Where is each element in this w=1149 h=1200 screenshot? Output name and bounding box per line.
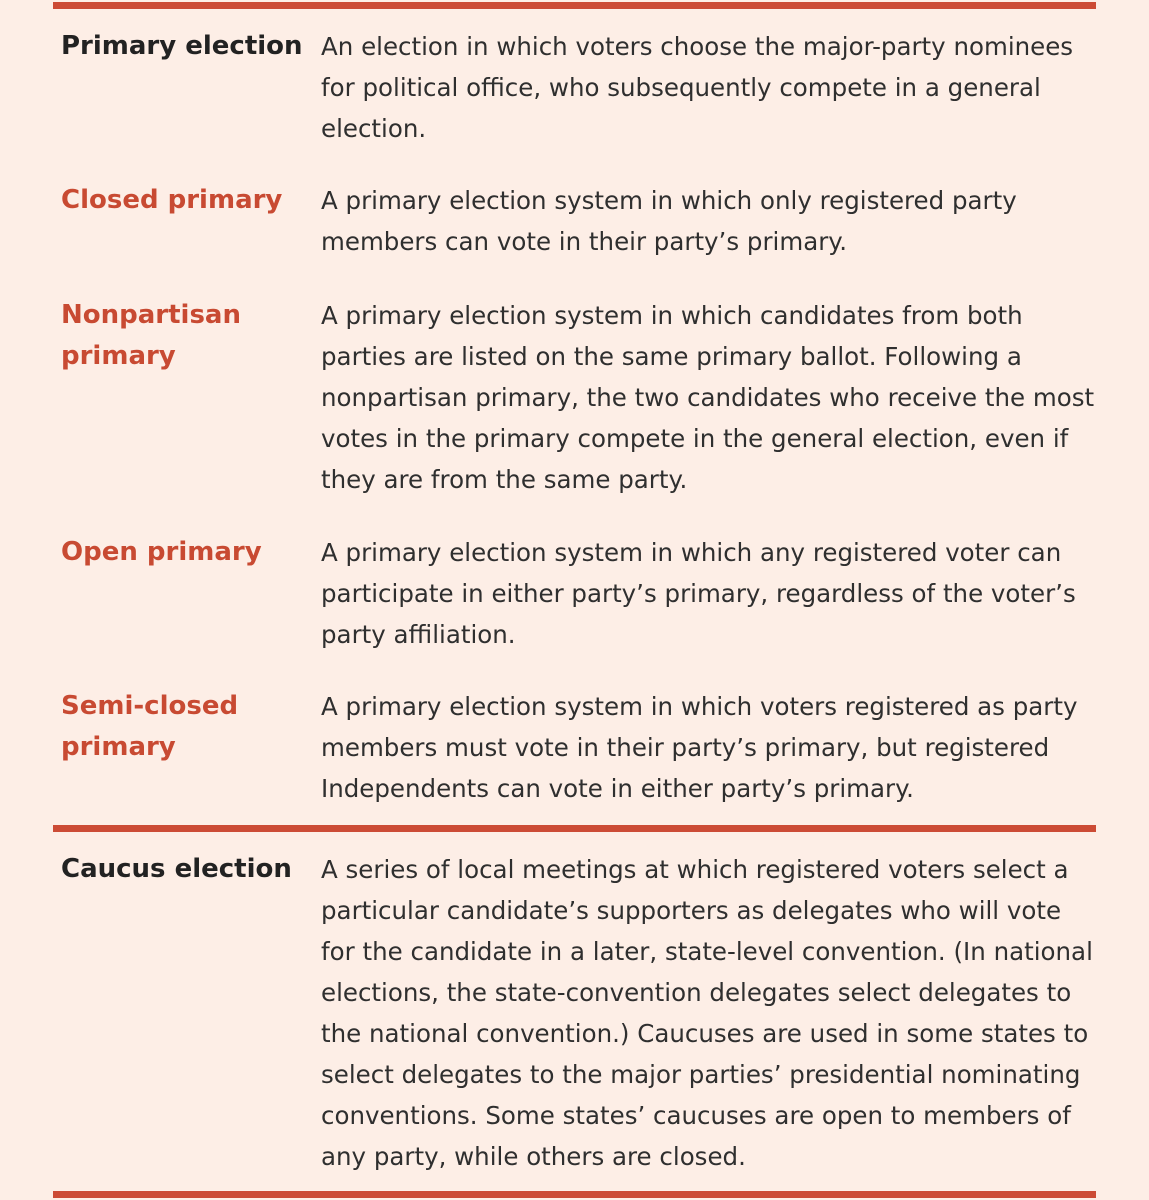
definition-closed-primary: A primary election system in which only registered party members can vote in their party’s primary.: [321, 186, 1017, 256]
definition-semi-closed-primary: A primary election system in which voters registered as party members must vote in their party’s primary, but registered Independents can vote in either party’s primary.: [321, 692, 1078, 803]
bottom-divider: [53, 1191, 1096, 1198]
definition-primary-election: An election in which voters choose the major-party nominees for political office, who subsequently compete in a general election.: [321, 32, 1074, 143]
term-caucus-election: Caucus election: [61, 854, 292, 884]
term-closed-primary: Closed primary: [61, 185, 283, 215]
term-open-primary: Open primary: [61, 537, 262, 567]
definition-caucus-election: A series of local meetings at which registered voters select a particular candidate’s supporters as delegates who will vote for the candidate in a later, state-level convention. (In national elections, the state-convention delegates select delegates to the national convention.) Caucuses are used in some states to select delegates to the major parties’ presidential nominating conventions. Some states’ caucuses are open to members of any party, while others are closed.: [321, 855, 1093, 1171]
term-semi-closed-primary: Semi-closed primary: [61, 691, 239, 762]
definition-open-primary: A primary election system in which any registered voter can participate in either party’s primary, regardless of the voter’s party affiliation.: [321, 538, 1076, 649]
term-primary-election: Primary election: [61, 31, 303, 61]
section-divider: [53, 825, 1096, 832]
top-divider: [53, 2, 1096, 9]
definition-nonpartisan-primary: A primary election system in which candidates from both parties are listed on the same primary ballot. Following a nonpartisan primary, the two candidates who receive the most votes in the primary compete in the general election, even if they are from the same party.: [321, 301, 1095, 494]
term-nonpartisan-primary: Nonpartisan primary: [61, 300, 241, 371]
